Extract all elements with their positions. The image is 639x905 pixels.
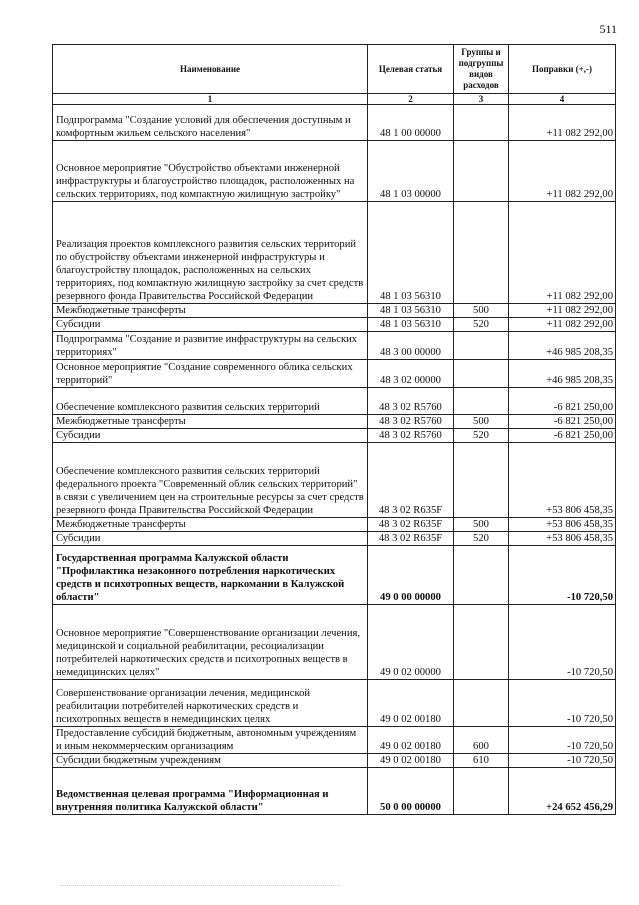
row-amount: -10 720,50 — [509, 546, 616, 605]
row-name: Предоставление субсидий бюджетным, автономным учреждениям и иным некоммерческим организациям — [53, 727, 368, 754]
budget-table — [52, 44, 616, 815]
row-name: Межбюджетные трансферты — [53, 518, 368, 532]
row-name: Основное мероприятие "Обустройство объектами инженерной инфраструктуры и благоустройство площадок, расположенных на сельских территориях, под компактную жилищную застройку" — [53, 141, 368, 202]
row-amount: +46 985 208,35 — [509, 360, 616, 388]
row-amount: +46 985 208,35 — [509, 332, 616, 360]
row-amount: -6 821 250,00 — [509, 429, 616, 443]
row-group — [454, 202, 509, 304]
table-row — [53, 415, 616, 429]
row-target-code: 48 3 02 R5760 — [368, 388, 454, 415]
row-target-code: 48 1 03 56310 — [368, 318, 454, 332]
table-row — [53, 443, 616, 518]
header-row — [53, 45, 616, 94]
row-target-code: 49 0 02 00000 — [368, 605, 454, 680]
table-row — [53, 518, 616, 532]
row-target-code: 48 3 02 R5760 — [368, 415, 454, 429]
header-name: Наименование — [53, 45, 368, 94]
row-target-code: 48 3 02 R635F — [368, 518, 454, 532]
row-name: Основное мероприятие "Создание современного облика сельских территорий" — [53, 360, 368, 388]
row-target-code: 48 1 03 56310 — [368, 304, 454, 318]
row-amount: -6 821 250,00 — [509, 415, 616, 429]
row-group — [454, 388, 509, 415]
row-amount: +53 806 458,35 — [509, 532, 616, 546]
row-group: 500 — [454, 304, 509, 318]
col-number: 1 — [53, 94, 368, 105]
row-name: Подпрограмма "Создание и развитие инфраструктуры на сельских территориях" — [53, 332, 368, 360]
table-row — [53, 727, 616, 754]
row-group — [454, 768, 509, 815]
table-row — [53, 388, 616, 415]
table-row — [53, 680, 616, 727]
row-name: Реализация проектов комплексного развития сельских территорий по обустройству объектами инженерной инфраструктуры и благоустройству площадок, расположенных на сельских территориях, под компактную жилищную застройку за счет средств резервного фонда Правительства Российской Федерации — [53, 202, 368, 304]
row-name: Совершенствование организации лечения, медицинской реабилитации потребителей наркотических средств и психотропных веществ в немедицинских целях — [53, 680, 368, 727]
row-name: Ведомственная целевая программа "Информационная и внутренняя политика Калужской области" — [53, 768, 368, 815]
table-row — [53, 768, 616, 815]
row-name: Межбюджетные трансферты — [53, 415, 368, 429]
row-amount: +11 082 292,00 — [509, 202, 616, 304]
footer-divider — [60, 885, 340, 886]
row-target-code: 48 3 02 R635F — [368, 443, 454, 518]
row-name: Подпрограмма "Создание условий для обеспечения доступным и комфортным жильем сельского населения" — [53, 105, 368, 141]
row-target-code: 48 3 02 00000 — [368, 360, 454, 388]
column-number-row — [53, 94, 616, 105]
col-number: 3 — [454, 94, 509, 105]
row-amount: -10 720,50 — [509, 605, 616, 680]
row-group — [454, 546, 509, 605]
row-group — [454, 680, 509, 727]
table-row — [53, 360, 616, 388]
row-name: Межбюджетные трансферты — [53, 304, 368, 318]
header-groups: Группы и подгруппы видов расходов — [454, 45, 509, 94]
row-amount: +53 806 458,35 — [509, 518, 616, 532]
row-target-code: 49 0 02 00180 — [368, 727, 454, 754]
row-target-code: 49 0 00 00000 — [368, 546, 454, 605]
table-row — [53, 532, 616, 546]
row-group — [454, 105, 509, 141]
col-number: 4 — [509, 94, 616, 105]
table-row — [53, 141, 616, 202]
row-name: Субсидии бюджетным учреждениям — [53, 754, 368, 768]
row-target-code: 50 0 00 00000 — [368, 768, 454, 815]
row-name: Государственная программа Калужской области "Профилактика незаконного потребления наркотических средств и психотропных веществ, наркомании в Калужской области" — [53, 546, 368, 605]
table-row — [53, 429, 616, 443]
row-amount: +11 082 292,00 — [509, 141, 616, 202]
row-name: Субсидии — [53, 429, 368, 443]
row-target-code: 48 3 00 00000 — [368, 332, 454, 360]
header-amendments: Поправки (+,-) — [509, 45, 616, 94]
col-number: 2 — [368, 94, 454, 105]
row-amount: +11 082 292,00 — [509, 318, 616, 332]
page-number: 511 — [599, 22, 617, 36]
row-amount: -10 720,50 — [509, 727, 616, 754]
table-row — [53, 304, 616, 318]
row-group: 520 — [454, 532, 509, 546]
row-group: 500 — [454, 518, 509, 532]
row-amount: +11 082 292,00 — [509, 105, 616, 141]
row-name: Основное мероприятие "Совершенствование организации лечения, медицинской и социальной реабилитации, ресоциализации потребителей наркотических средств и психотропных веществ в немедицинских целях" — [53, 605, 368, 680]
table-row — [53, 546, 616, 605]
row-target-code: 48 1 03 56310 — [368, 202, 454, 304]
row-group: 520 — [454, 429, 509, 443]
row-amount: -10 720,50 — [509, 680, 616, 727]
row-name: Обеспечение комплексного развития сельских территорий федерального проекта "Современный облик сельских территорий" в связи с увеличением цен на строительные ресурсы за счет средств резервного фонда Правительства Российской Федерации — [53, 443, 368, 518]
table-row — [53, 105, 616, 141]
row-target-code: 48 1 00 00000 — [368, 105, 454, 141]
row-group: 610 — [454, 754, 509, 768]
row-target-code: 48 3 02 R635F — [368, 532, 454, 546]
row-group — [454, 360, 509, 388]
row-group — [454, 605, 509, 680]
row-group: 520 — [454, 318, 509, 332]
row-amount: +53 806 458,35 — [509, 443, 616, 518]
row-amount: +11 082 292,00 — [509, 304, 616, 318]
row-amount: +24 652 456,29 — [509, 768, 616, 815]
row-amount: -10 720,50 — [509, 754, 616, 768]
table-row — [53, 332, 616, 360]
row-name: Субсидии — [53, 532, 368, 546]
row-name: Субсидии — [53, 318, 368, 332]
row-amount: -6 821 250,00 — [509, 388, 616, 415]
table-row — [53, 202, 616, 304]
row-group: 500 — [454, 415, 509, 429]
row-target-code: 49 0 02 00180 — [368, 680, 454, 727]
row-target-code: 49 0 02 00180 — [368, 754, 454, 768]
table-row — [53, 754, 616, 768]
header-target: Целевая статья — [368, 45, 454, 94]
row-group — [454, 443, 509, 518]
row-group: 600 — [454, 727, 509, 754]
row-name: Обеспечение комплексного развития сельских территорий — [53, 388, 368, 415]
row-group — [454, 141, 509, 202]
row-target-code: 48 3 02 R5760 — [368, 429, 454, 443]
table-row — [53, 318, 616, 332]
row-target-code: 48 1 03 00000 — [368, 141, 454, 202]
row-group — [454, 332, 509, 360]
table-row — [53, 605, 616, 680]
